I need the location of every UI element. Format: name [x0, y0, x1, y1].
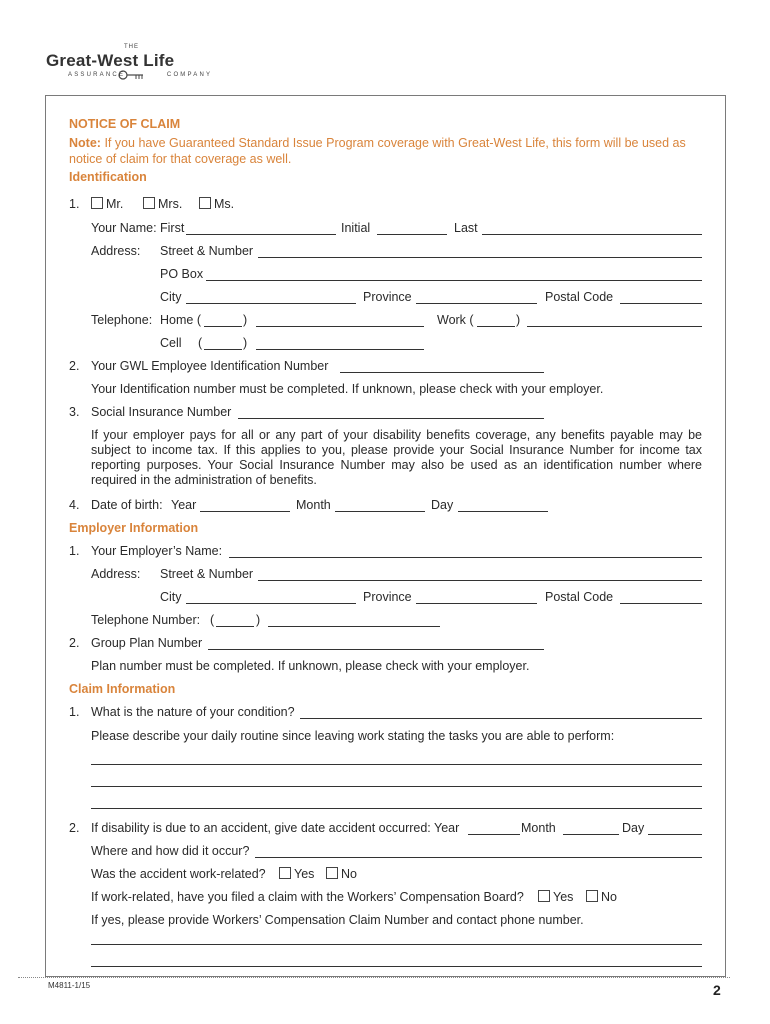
- accident-month-label: Month: [521, 821, 556, 835]
- condition-field[interactable]: [300, 718, 702, 719]
- initial-field[interactable]: [377, 234, 447, 235]
- checkbox-mr[interactable]: [91, 197, 103, 209]
- id-q4-number: 4.: [69, 498, 80, 512]
- employee-id-label: Your GWL Employee Identification Number: [91, 359, 329, 373]
- form-title: NOTICE OF CLAIM: [69, 117, 181, 131]
- identification-heading: Identification: [69, 170, 147, 184]
- mrs-label: Mrs.: [158, 197, 183, 211]
- logo-right-word: COMPANY: [166, 72, 213, 78]
- where-how-label: Where and how did it occur?: [91, 844, 250, 858]
- emp-street-label: Street & Number: [160, 567, 254, 581]
- condition-label: What is the nature of your condition?: [91, 705, 295, 719]
- emp-postal-code-field[interactable]: [620, 603, 702, 604]
- group-plan-label: Group Plan Number: [91, 636, 203, 650]
- note-label: Note:: [69, 136, 101, 150]
- dob-year-field[interactable]: [200, 511, 290, 512]
- daily-routine-help: Please describe your daily routine since leaving work stating the tasks you are able to perform:: [91, 729, 615, 743]
- dob-year-label: Year: [171, 498, 197, 512]
- mr-label: Mr.: [106, 197, 124, 211]
- wcb-no-label: No: [601, 890, 617, 904]
- work-label: Work (: [437, 313, 474, 327]
- company-logo-name: Great-West Life: [46, 51, 175, 70]
- sin-help: If your employer pays for all or any part of your disability benefits coverage, any benefits payable may be subject to income tax. If this applies to you, please provide your Social Insurance Number for income tax reporting purposes. Your Social Insurance Number may also be used as an identification number where required in the administration of benefits.: [91, 428, 702, 487]
- last-name-field[interactable]: [482, 234, 702, 235]
- work-related-yes-checkbox[interactable]: [279, 867, 291, 879]
- checkbox-ms[interactable]: [199, 197, 211, 209]
- emp-city-label: City: [160, 590, 182, 604]
- home-paren-close: ): [243, 313, 248, 327]
- accident-day-field[interactable]: [648, 834, 702, 835]
- dob-label: Date of birth:: [91, 498, 163, 512]
- province-label: Province: [363, 290, 412, 304]
- postal-code-label: Postal Code: [545, 290, 614, 304]
- emp-q2-number: 2.: [69, 636, 80, 650]
- title-option-mrs[interactable]: [143, 197, 182, 211]
- ms-label: Ms.: [214, 197, 235, 211]
- id-q2-number: 2.: [69, 359, 80, 373]
- dob-day-label: Day: [431, 498, 454, 512]
- employer-name-field[interactable]: [229, 557, 702, 558]
- first-name-field[interactable]: [186, 234, 336, 235]
- claim-q2-number: 2.: [69, 821, 80, 835]
- daily-routine-line-2[interactable]: [91, 786, 702, 787]
- emp-phone-field[interactable]: [268, 626, 440, 627]
- province-field[interactable]: [416, 303, 537, 304]
- emp-province-label: Province: [363, 590, 412, 604]
- wcb-claim-label: If work-related, have you filed a claim with the Workers’ Compensation Board?: [91, 890, 524, 904]
- emp-province-field[interactable]: [416, 603, 537, 604]
- emp-q1-number: 1.: [69, 544, 80, 558]
- street-field[interactable]: [258, 257, 702, 258]
- emp-postal-code-label: Postal Code: [545, 590, 614, 604]
- street-label: Street & Number: [160, 244, 254, 258]
- form-code: M4811-1/15: [48, 981, 91, 990]
- accident-day-label: Day: [622, 821, 645, 835]
- accident-date-label: If disability is due to an accident, give date accident occurred: Year: [91, 821, 460, 835]
- work-related-yes-label: Yes: [294, 867, 315, 881]
- employee-id-field[interactable]: [340, 372, 544, 373]
- sin-field[interactable]: [238, 418, 544, 419]
- title-option-mr[interactable]: [91, 197, 123, 211]
- id-q3-number: 3.: [69, 405, 80, 419]
- wcb-info-line-2[interactable]: [91, 966, 702, 967]
- cell-paren-close: ): [243, 336, 248, 350]
- work-related-label: Was the accident work-related?: [91, 867, 266, 881]
- your-name-label: Your Name:: [91, 221, 157, 235]
- home-phone-field[interactable]: [256, 326, 424, 327]
- id-q1-number: 1.: [69, 197, 80, 211]
- emp-tel-paren-close: ): [256, 613, 261, 627]
- emp-address-label: Address:: [91, 567, 141, 581]
- postal-code-field[interactable]: [620, 303, 702, 304]
- form-note: [69, 135, 703, 167]
- emp-tel-paren-open: (: [210, 613, 215, 627]
- emp-telephone-label: Telephone Number:: [91, 613, 201, 627]
- wcb-yes-label: Yes: [553, 890, 574, 904]
- group-plan-field[interactable]: [208, 649, 544, 650]
- wcb-claim-number-help: If yes, please provide Workers’ Compensation Claim Number and contact phone number.: [91, 913, 584, 927]
- accident-month-field[interactable]: [563, 834, 619, 835]
- footer-divider: [18, 977, 730, 978]
- employer-heading: Employer Information: [69, 521, 199, 535]
- wcb-no-checkbox[interactable]: [586, 890, 598, 902]
- work-related-no-checkbox[interactable]: [326, 867, 338, 879]
- emp-area-code-field[interactable]: [216, 626, 254, 627]
- emp-city-field[interactable]: [186, 603, 356, 604]
- daily-routine-line-1[interactable]: [91, 764, 702, 765]
- employer-name-label: Your Employer’s Name:: [91, 544, 223, 558]
- work-paren-close: ): [516, 313, 521, 327]
- telephone-label: Telephone:: [91, 313, 153, 327]
- city-field[interactable]: [186, 303, 356, 304]
- note-text: If you have Guaranteed Standard Issue Program coverage with Great-West Life, this form will be used as notice of claim for that coverage as well.: [69, 136, 686, 166]
- logo-left-word: ASSURANCE: [68, 72, 126, 78]
- work-related-yes[interactable]: [279, 867, 314, 881]
- city-label: City: [160, 290, 182, 304]
- where-how-field[interactable]: [255, 857, 702, 858]
- employee-id-help: Your Identification number must be completed. If unknown, please check with your employer.: [91, 382, 604, 396]
- first-name-label: First: [160, 221, 185, 235]
- work-related-no[interactable]: [326, 867, 357, 881]
- po-box-label: PO Box: [160, 267, 204, 281]
- page-number: 2: [713, 982, 721, 998]
- dob-month-field[interactable]: [335, 511, 425, 512]
- po-box-field[interactable]: [206, 280, 702, 281]
- title-option-ms[interactable]: [199, 197, 234, 211]
- wcb-yes[interactable]: [538, 890, 573, 904]
- dob-month-label: Month: [296, 498, 331, 512]
- work-area-code-field[interactable]: [477, 326, 515, 327]
- work-phone-field[interactable]: [527, 326, 702, 327]
- cell-area-code-field[interactable]: [204, 349, 242, 350]
- dob-day-field[interactable]: [458, 511, 548, 512]
- initial-label: Initial: [341, 221, 371, 235]
- cell-phone-field[interactable]: [256, 349, 424, 350]
- sin-label: Social Insurance Number: [91, 405, 232, 419]
- wcb-no[interactable]: [586, 890, 617, 904]
- wcb-info-line-1[interactable]: [91, 944, 702, 945]
- wcb-yes-checkbox[interactable]: [538, 890, 550, 902]
- daily-routine-line-3[interactable]: [91, 808, 702, 809]
- accident-year-field[interactable]: [468, 834, 520, 835]
- checkbox-mrs[interactable]: [143, 197, 155, 209]
- logo-the: THE: [124, 44, 139, 50]
- home-label: Home (: [160, 313, 201, 327]
- work-related-no-label: No: [341, 867, 357, 881]
- address-label: Address:: [91, 244, 141, 258]
- claim-heading: Claim Information: [69, 682, 176, 696]
- cell-label: Cell: [160, 336, 182, 350]
- home-area-code-field[interactable]: [204, 326, 242, 327]
- last-name-label: Last: [454, 221, 478, 235]
- cell-paren-open: (: [198, 336, 203, 350]
- key-logo-icon: [118, 70, 144, 80]
- claim-q1-number: 1.: [69, 705, 80, 719]
- group-plan-help: Plan number must be completed. If unknown, please check with your employer.: [91, 659, 530, 673]
- emp-street-field[interactable]: [258, 580, 702, 581]
